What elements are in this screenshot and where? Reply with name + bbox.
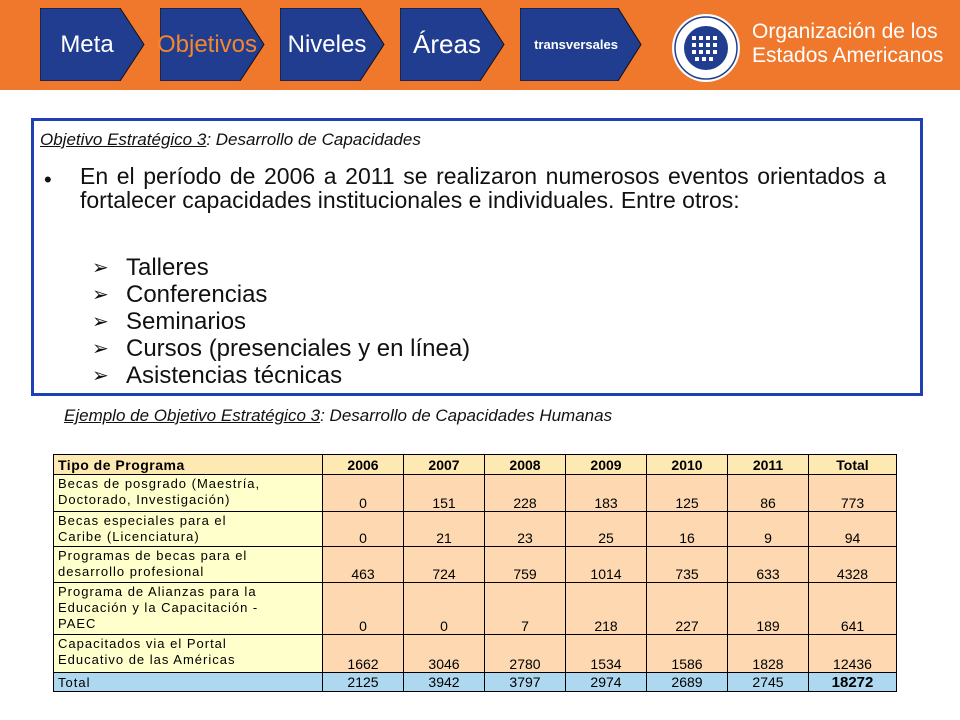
list-item-label: Talleres: [126, 253, 209, 281]
table-row: [54, 475, 897, 512]
table-row: [54, 583, 897, 635]
table-cell: 12436: [809, 635, 897, 673]
table-total-row: [54, 673, 897, 692]
example-title-link: Ejemplo de Objetivo Estratégico 3: [64, 406, 321, 425]
table-cell: 735: [647, 547, 728, 583]
row-label: [54, 512, 323, 547]
table-cell: 0: [323, 583, 404, 635]
row-label-line: PAEC: [58, 616, 97, 631]
table-cell: 724: [404, 547, 485, 583]
row-label: [54, 547, 323, 583]
row-label-line: Caribe (Licenciatura): [58, 529, 200, 544]
example-title: [64, 406, 612, 426]
table-cell: 1662: [323, 635, 404, 673]
arrow-bullet-icon: ➢: [92, 257, 109, 279]
nav-niveles[interactable]: [280, 8, 385, 81]
row-label-line: desarrollo profesional: [58, 564, 205, 579]
table-cell: 633: [728, 547, 809, 583]
row-label-line: Programa de Alianzas para la: [58, 584, 257, 599]
table-cell: 0: [404, 583, 485, 635]
table-cell: 2780: [485, 635, 566, 673]
arrow-bullet-icon: ➢: [92, 284, 109, 306]
list-item: [92, 335, 470, 362]
organization-name: [752, 20, 943, 68]
table-cell: 151: [404, 475, 485, 512]
total-label: Total: [54, 673, 323, 692]
row-label-line: Capacitados via el Portal: [58, 636, 227, 651]
table-cell: 25: [566, 512, 647, 547]
nav-objetivos-label: Objetivos: [156, 30, 258, 58]
table-cell: 4328: [809, 547, 897, 583]
nav-meta-label: Meta: [60, 30, 114, 58]
column-header: 2007: [404, 455, 485, 475]
row-label-line: Doctorado, Investigación): [58, 492, 231, 507]
table-cell: 228: [485, 475, 566, 512]
total-cell: 3942: [404, 673, 485, 692]
column-header: 2006: [323, 455, 404, 475]
list-item-label: Conferencias: [126, 280, 268, 308]
total-cell: 3797: [485, 673, 566, 692]
table-cell: 463: [323, 547, 404, 583]
nav-transversales-label: transversales: [534, 37, 618, 52]
nav-niveles-label: Niveles: [287, 30, 367, 58]
column-header: 2010: [647, 455, 728, 475]
table-cell: 1586: [647, 635, 728, 673]
row-label-line: Educativo de las Américas: [58, 652, 236, 667]
table-cell: 1534: [566, 635, 647, 673]
grand-total-cell: 18272: [809, 673, 897, 692]
row-label-line: Programas de becas para el: [58, 548, 248, 563]
table-header-row: [54, 455, 897, 475]
table-row: [54, 512, 897, 547]
objective-title: [40, 130, 421, 150]
table-row: [54, 635, 897, 673]
table-cell: 183: [566, 475, 647, 512]
arrow-bullet-icon: ➢: [92, 311, 109, 333]
column-header: Total: [809, 455, 897, 475]
row-label-line: Becas especiales para el: [58, 513, 227, 528]
bullet-dot-icon: •: [44, 167, 52, 192]
table-cell: 86: [728, 475, 809, 512]
list-item-label: Seminarios: [126, 307, 247, 335]
column-header: 2009: [566, 455, 647, 475]
organization-name-line2: Estados Americanos: [752, 44, 944, 67]
programs-table: [53, 454, 897, 692]
table-cell: 641: [809, 583, 897, 635]
table-cell: 94: [809, 512, 897, 547]
table-cell: 759: [485, 547, 566, 583]
list-item: [92, 308, 470, 335]
arrow-bullet-icon: ➢: [92, 338, 109, 360]
row-label-line: Becas de posgrado (Maestría,: [58, 476, 261, 491]
organization-name-line1: Organización de los: [752, 20, 938, 43]
objective-bullet-text: En el período de 2006 a 2011 se realizaron numerosos eventos orientados a fortalecer capacidades institucionales e individuales. Entre otros:: [80, 163, 886, 213]
list-item: [92, 362, 470, 389]
example-title-rest: : Desarrollo de Capacidades Humanas: [320, 406, 613, 425]
list-item-label: Cursos (presenciales y en línea): [126, 334, 471, 362]
table-cell: 21: [404, 512, 485, 547]
total-cell: 2125: [323, 673, 404, 692]
activity-list: [92, 254, 470, 389]
row-label: [54, 583, 323, 635]
table-cell: 189: [728, 583, 809, 635]
table-cell: 125: [647, 475, 728, 512]
list-item: [92, 254, 470, 281]
total-cell: 2689: [647, 673, 728, 692]
table-row: [54, 547, 897, 583]
list-item: [92, 281, 470, 308]
header-banner: [0, 0, 960, 90]
total-cell: 2974: [566, 673, 647, 692]
table-cell: 773: [809, 475, 897, 512]
column-header: 2011: [728, 455, 809, 475]
nav-objetivos[interactable]: [156, 8, 265, 81]
list-item-label: Asistencias técnicas: [126, 361, 343, 389]
table-cell: 3046: [404, 635, 485, 673]
table-cell: 16: [647, 512, 728, 547]
table-cell: 9: [728, 512, 809, 547]
table-cell: 0: [323, 475, 404, 512]
table-cell: 23: [485, 512, 566, 547]
objective-title-rest: : Desarrollo de Capacidades: [206, 130, 421, 149]
table-cell: 1828: [728, 635, 809, 673]
objective-title-link: Objetivo Estratégico 3: [40, 130, 207, 149]
row-label-line: Educación y la Capacitación -: [58, 600, 259, 615]
table-cell: 1014: [566, 547, 647, 583]
oas-emblem-icon: [668, 12, 744, 84]
nav-meta[interactable]: [40, 8, 145, 81]
table-cell: 0: [323, 512, 404, 547]
column-header: 2008: [485, 455, 566, 475]
row-label: [54, 635, 323, 673]
table-cell: 7: [485, 583, 566, 635]
arrow-bullet-icon: ➢: [92, 365, 109, 387]
total-cell: 2745: [728, 673, 809, 692]
nav-transversales[interactable]: [520, 8, 642, 81]
table-cell: 218: [566, 583, 647, 635]
nav-areas[interactable]: [400, 8, 505, 81]
nav-areas-label: Áreas: [413, 29, 481, 59]
row-label: [54, 475, 323, 512]
column-header: Tipo de Programa: [54, 455, 323, 475]
table-cell: 227: [647, 583, 728, 635]
